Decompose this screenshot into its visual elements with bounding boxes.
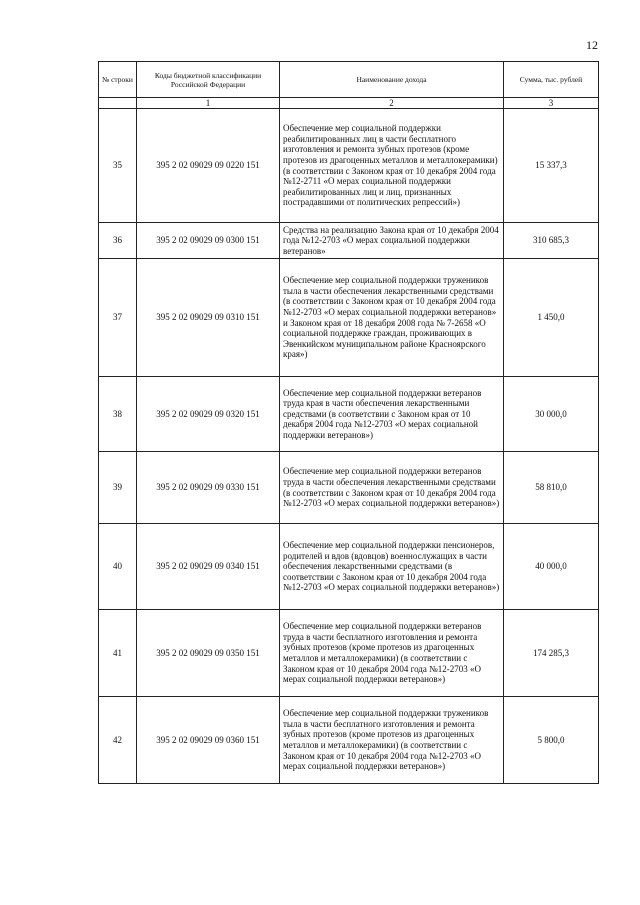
table-row [99,610,599,697]
row-number: 35 [99,109,137,223]
table-header-row [99,62,599,98]
row-number: 36 [99,223,137,259]
budget-code: 395 2 02 09029 09 0340 151 [137,524,280,610]
revenue-name: Обеспечение мер социальной поддержки ветеранов труда края в части обеспечения лекарственными средствами (в соответствии с Законом края от 10 декабря 2004 года №12-2703 «О мерах социальной поддержки ветеранов») [280,377,504,452]
column-number-2: 2 [280,98,504,109]
revenue-name: Обеспечение мер социальной поддержки ветеранов труда в части бесплатного изготовления и ремонта зубных протезов (кроме протезов из драгоценных металлов и металлокерамики) (в соответствии с Законом края от 10 декабря 2004 года №12-2703 «О мерах социальной поддержки ветеранов») [280,610,504,697]
row-number: 39 [99,452,137,524]
budget-code: 395 2 02 09029 09 0350 151 [137,610,280,697]
revenue-name: Обеспечение мер социальной поддержки ветеранов труда в части обеспечения лекарственными средствами (в соответствии с Законом края от 10 декабря 2004 года №12-2703 «О мерах социальной поддержки ветеранов») [280,452,504,524]
column-number-row [99,98,599,109]
budget-code: 395 2 02 09029 09 0300 151 [137,223,280,259]
page-number: 12 [586,38,598,52]
amount: 174 285,3 [504,610,599,697]
table-row [99,223,599,259]
revenue-name: Обеспечение мер социальной поддержки пенсионеров, родителей и вдов (вдовцов) военнослужащих в части обеспечения лекарственными средствами (в соответствии с Законом края от 10 декабря 2004 года №12-2703 «О мерах социальной поддержки ветеранов») [280,524,504,610]
amount: 5 800,0 [504,697,599,784]
column-number-3: 3 [504,98,599,109]
row-number: 38 [99,377,137,452]
table-row [99,377,599,452]
revenue-name: Средства на реализацию Закона края от 10 декабря 2004 года №12-2703 «О мерах социальной поддержки ветеранов» [280,223,504,259]
table-row [99,109,599,223]
row-number: 42 [99,697,137,784]
budget-code: 395 2 02 09029 09 0360 151 [137,697,280,784]
amount: 58 810,0 [504,452,599,524]
header-amount: Сумма, тыс. рублей [504,62,599,98]
amount: 30 000,0 [504,377,599,452]
budget-code: 395 2 02 09029 09 0330 151 [137,452,280,524]
revenue-table [98,61,599,784]
header-row-number: № строки [99,62,137,98]
table-row [99,259,599,377]
revenue-name: Обеспечение мер социальной поддержки тружеников тыла в части обеспечения лекарственными средствами (в соответствии с Законом края от 10 декабря 2004 года №12-2703 «О мерах социальной поддержки ветеранов» и Законом края от 18 декабря 2008 года № 7-2658 «О социальной поддержке граждан, проживающих в Эвенкийском муниципальном районе Красноярского края») [280,259,504,377]
header-budget-code: Коды бюджетной классификации Российской Федерации [137,62,280,98]
amount: 40 000,0 [504,524,599,610]
column-number-1: 1 [137,98,280,109]
budget-code: 395 2 02 09029 09 0320 151 [137,377,280,452]
header-revenue-name: Наименование дохода [280,62,504,98]
table-row [99,524,599,610]
amount: 310 685,3 [504,223,599,259]
revenue-name: Обеспечение мер социальной поддержки тружеников тыла в части бесплатного изготовления и ремонта зубных протезов (кроме протезов из драгоценных металлов и металлокерамики) (в соответствии с Законом края от 10 декабря 2004 года №12-2703 «О мерах социальной поддержки ветеранов») [280,697,504,784]
table-row [99,697,599,784]
amount: 15 337,3 [504,109,599,223]
row-number: 40 [99,524,137,610]
budget-code: 395 2 02 09029 09 0310 151 [137,259,280,377]
table-row [99,452,599,524]
amount: 1 450,0 [504,259,599,377]
row-number: 37 [99,259,137,377]
budget-code: 395 2 02 09029 09 0220 151 [137,109,280,223]
column-number-0 [99,98,137,109]
row-number: 41 [99,610,137,697]
revenue-name: Обеспечение мер социальной поддержки реабилитированных лиц в части бесплатного изготовления и ремонта зубных протезов (кроме протезов из драгоценных металлов и металлокерамики) (в соответствии с Законом края от 10 декабря 2004 года №12-2711 «О мерах социальной поддержки реабилитированных лиц и лиц, признанных пострадавшими от политических репрессий») [280,109,504,223]
